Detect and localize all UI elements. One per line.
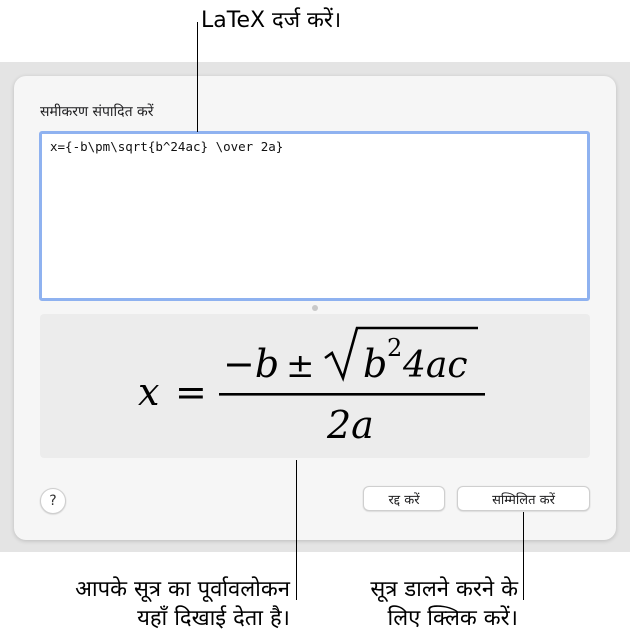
fraction-bar [219, 393, 485, 396]
callout-insert-line2: लिए क्लिक करें। [387, 606, 518, 631]
eq-four-ac: 4ac [403, 345, 468, 386]
callout-preview-line1: आपके सूत्र का पूर्वावलोकन [75, 577, 290, 602]
latex-input[interactable] [39, 131, 590, 301]
eq-denominator: 2a [327, 403, 374, 447]
callout-line-preview [296, 460, 297, 600]
eq-exponent: 2 [387, 334, 403, 362]
equation-render [135, 320, 495, 452]
eq-x: x [138, 370, 160, 414]
resize-handle[interactable] [312, 305, 318, 311]
help-button[interactable] [40, 488, 66, 514]
insert-button[interactable]: सम्मिलित करें [457, 486, 590, 511]
help-icon: ? [49, 493, 57, 509]
eq-b: b [363, 342, 388, 386]
eq-equals: = [175, 370, 207, 414]
callout-insert-line1: सूत्र डालने करने के [370, 577, 518, 602]
callout-latex: LaTeX दर्ज करें। [201, 8, 342, 33]
callout-line-insert [523, 512, 524, 600]
eq-minus-b: −b [223, 342, 280, 386]
callout-line-top [197, 22, 198, 132]
eq-plus-minus: ± [286, 346, 315, 386]
cancel-button[interactable]: रद्द करें [363, 486, 445, 511]
callout-preview-line2: यहाँ दिखाई देता है। [137, 606, 290, 631]
dialog-title: समीकरण संपादित करें [40, 104, 154, 120]
